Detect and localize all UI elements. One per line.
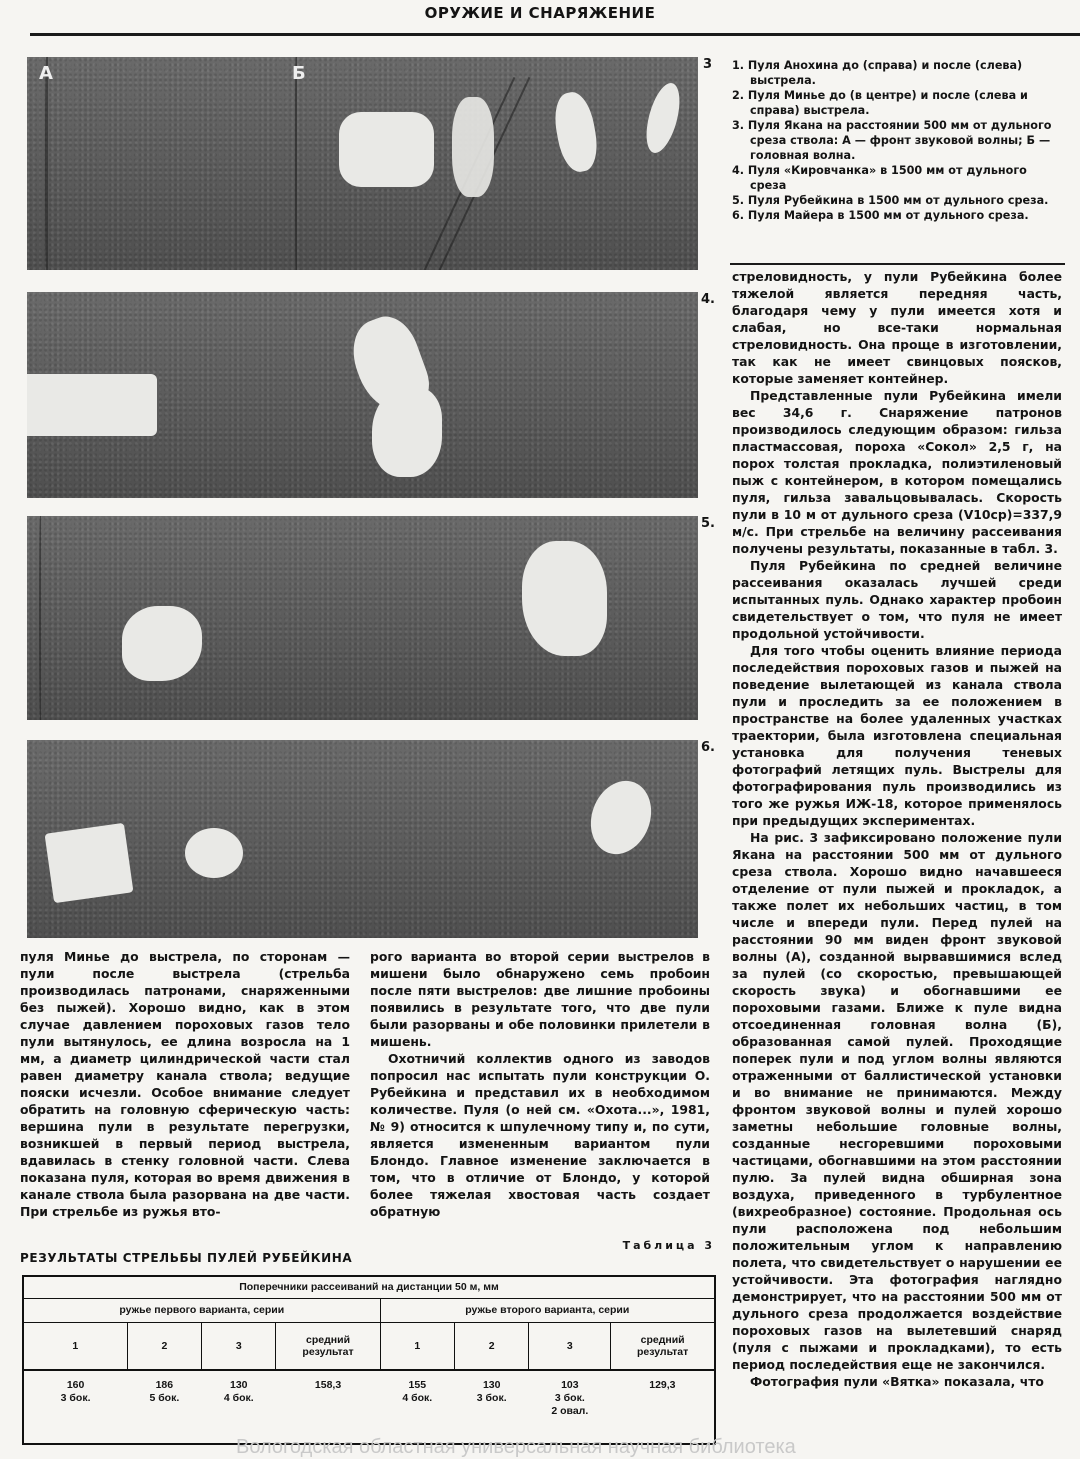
figure-5-photo [27, 516, 698, 720]
text-column-left [20, 948, 350, 1220]
barrel-muzzle [27, 374, 157, 436]
bullet [581, 772, 661, 862]
wad-fragment [550, 89, 601, 174]
table-group-1: ружье первого варианта, серии [23, 1298, 380, 1322]
caption-3: 3. Пуля Якана на расстоянии 500 мм от дульного среза ствола: А — фронт звуковой волны; Б — головная волна. [732, 119, 1052, 162]
figure-number: 6. [701, 740, 715, 755]
running-title: ОРУЖИЕ И СНАРЯЖЕНИЕ [424, 4, 656, 22]
wad [45, 823, 134, 903]
label-a: А [39, 63, 53, 84]
bullet-wad [372, 387, 442, 477]
table-cell: 129,3 [611, 1370, 715, 1444]
wad [122, 606, 202, 681]
table-group-2: ружье второго варианта, серии [380, 1298, 715, 1322]
paragraph: Фотография пули «Вятка» показала, что [750, 1374, 1044, 1389]
bullet [522, 541, 607, 656]
table-cell: 186 5 бок. [127, 1370, 201, 1444]
table-cell: 160 3 бок. [23, 1370, 127, 1444]
wad [452, 97, 494, 197]
figure-captions [732, 58, 1062, 223]
wad-fragment [185, 828, 243, 878]
header-rule [30, 33, 1080, 36]
figure-number: 4. [701, 292, 715, 307]
column-header: 2 [455, 1322, 529, 1370]
figure-3-photo [27, 57, 698, 270]
column-header: 2 [127, 1322, 201, 1370]
paragraph: Для того чтобы оценить влияние периода последействия пороховых газов и пыжей на поведение вылетающей из канала ствола пули и проследить за ее положением в пространстве на более удаленных участках траектории, была изготовлена специальная установка для получения теневых фотографий летящих пуль. Выстрелы для фотографирования пуль производились из того же ружья ИЖ-18, которое применялось при предыдущих экспериментах. [732, 643, 1062, 828]
table-number: Таблица 3 [622, 1239, 715, 1252]
column-header: средний результат [611, 1322, 715, 1370]
head-wave [295, 57, 297, 270]
paragraph: Пуля Рубейкина по средней величине рассеивания оказалась лучшей среди испытанных пуль. Однако характер пробоин свидетельствует о том, что пуля не имеет продольной устойчивости. [732, 558, 1062, 641]
results-table [22, 1275, 716, 1445]
paragraph: Представленные пули Рубейкина имели вес 34,6 г. Снаряжение патронов производилось следующим образом: гильза пластмассовая, пороха «Сокол» 2,5 г, на порох толстая прокладка, полиэтиленовый пыж с контейнером, в котором помещались пуля, гильза завальцовывалась. Скорость пули в 10 м от дульного среза (V10ср)=337,9 м/с. При стрельбе на величину рассеивания получены результаты, показанные в табл. 3. [732, 388, 1062, 556]
wave-front [39, 516, 41, 720]
caption-1: 1. Пуля Анохина до (справа) и после (слева) выстрела. [732, 59, 1023, 87]
wad-fragment [640, 80, 686, 157]
caption-5: 5. Пуля Рубейкина в 1500 мм от дульного среза. [732, 194, 1049, 207]
table-cell: 130 3 бок. [455, 1370, 529, 1444]
table-title: РЕЗУЛЬТАТЫ СТРЕЛЬБЫ ПУЛЕЙ РУБЕЙКИНА [20, 1251, 353, 1265]
column-header: 3 [202, 1322, 276, 1370]
label-b: Б [292, 63, 306, 84]
table-cell: 155 4 бок. [380, 1370, 454, 1444]
text-column-right [732, 268, 1062, 1390]
paragraph: стреловидность, у пули Рубейкина более тяжелой является передняя часть, благодаря чему у пули имеется хотя и слабая, но все-таки нормальная стреловидность. Она проще в изготовлении, так как не имеет свинцовых поясков, которые заменяет контейнер. [732, 269, 1062, 386]
sound-wave-front [45, 57, 48, 270]
figure-number: 3 [703, 57, 713, 72]
figure-6-photo [27, 740, 698, 938]
text-column-middle [370, 948, 710, 1220]
bullet [339, 112, 434, 187]
paragraph: рого варианта во второй серии выстрелов в мишени было обнаружено семь пробоин после пяти выстрелов: две лишние пробоины появились в результате того, что две пули были разорваны и обе половинки прилетели в мишень. [370, 949, 710, 1049]
paragraph: Охотничий коллектив одного из заводов попросил нас испытать пули конструкции О. Рубейкина и представил их в необходимом количестве. Пуля (о ней см. «Охота...», 1981, № 9) относится к шпулечному типу и, по сути, является измененным вариантом пули Блондо. Главное изменение заключается в том, что в отличие от Блондо, у которой более тяжелая хвостовая часть создает обратную [370, 1051, 710, 1219]
caption-6: 6. Пуля Майера в 1500 мм от дульного среза. [732, 209, 1029, 222]
figure-number: 5. [701, 516, 715, 531]
paragraph: пуля Минье до выстрела, по сторонам — пули после выстрела (стрельба производилась патронами, снаряженными без пыжей). Хорошо видно, как в этом случае давлением пороховых газов тело пули вытянулось, ее длина возросла на 1 мм, а диаметр цилиндрической части стал равен диаметру канала ствола; ведущие пояски исчезли. Особое внимание следует обратить на головную сферическую часть: вершина пули в результате перегрузки, возникшей в первый период выстрела, вдавилась в стенку головной части. Слева показана пуля, которая во время движения в канале ствола была разорвана на две части. При стрельбе из ружья вто- [20, 949, 350, 1219]
column-header: средний результат [276, 1322, 380, 1370]
table-header-main: Поперечники рассеиваний на дистанции 50 м, мм [23, 1276, 715, 1298]
library-watermark: Вологодская областная универсальная научная библиотека [236, 1436, 796, 1458]
table-cell: 158,3 [276, 1370, 380, 1444]
figure-4-photo [27, 292, 698, 498]
column-header: 3 [529, 1322, 611, 1370]
column-header: 1 [380, 1322, 454, 1370]
table-cell: 103 3 бок. 2 овал. [529, 1370, 611, 1444]
table-row [23, 1370, 715, 1444]
caption-2: 2. Пуля Минье до (в центре) и после (слева и справа) выстрела. [732, 89, 1028, 117]
caption-rule [730, 263, 1065, 265]
column-header: 1 [23, 1322, 127, 1370]
paragraph: На рис. 3 зафиксировано положение пули Якана на расстоянии 500 мм от дульного среза ствола. Хорошо видно начавшееся отделение от пули пыжей и прокладок, а также полет их небольших частиц, в том числе и впереди пули. Перед пулей на расстоянии 90 мм виден фронт звуковой волны (А), созданной вырвавшимися вслед за пулей (со скоростью, превышающей скорость звука) и обогнавшими ее пороховыми газами. Ближе к пуле видна отсоединенная головная волна (Б), образованная самой пулей. Проходящие поперек пули и под углом волны являются отраженными от баллистической установки и во внимание не принимаются. Между фронтом звуковой волны и пулей хорошо заметны небольшие головные волны, созданные несгоревшими пороховыми частицами, обогнавшими на этом расстоянии пулю. За пулей видна обширная зона воздуха, приведенного в турбулентное (вихреобразное) состояние. Продольная ось пули расположена под небольшим положительным углом к направлению полета, что свидетельствует о нарушении ее устойчивости. Эта фотография наглядно демонстрирует, что на расстоянии 500 мм от дульного среза продолжается воздействие пороховых газов на вылетевший снаряд (пуля с пыжами и прокладками), то есть период последействия еще не закончился. [732, 830, 1062, 1372]
caption-4: 4. Пуля «Кировчанка» в 1500 мм от дульного среза [732, 164, 1027, 192]
table-cell: 130 4 бок. [202, 1370, 276, 1444]
